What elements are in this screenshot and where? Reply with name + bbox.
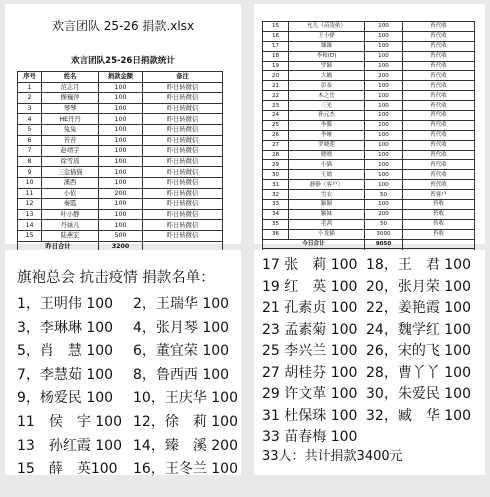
table-row <box>18 135 223 146</box>
table-row <box>263 31 475 41</box>
list-item: 23 孟素菊 100 <box>262 321 358 338</box>
donation-list-left <box>5 250 241 478</box>
sheet-title: 欢言团队25-26日捐款统计 <box>71 56 175 66</box>
table-row <box>18 82 223 93</box>
table-cell: 100 <box>365 160 403 170</box>
donation-list-right <box>254 250 485 475</box>
table-row <box>263 150 475 160</box>
table-row <box>263 140 475 150</box>
table-row <box>18 199 223 210</box>
table-cell: 8 <box>18 156 42 167</box>
donation-table <box>17 71 223 252</box>
table-row <box>263 229 475 239</box>
table-cell: 小依 <box>42 188 99 199</box>
table-cell: 100 <box>99 82 143 93</box>
table-cell: 23 <box>263 101 289 111</box>
list-item: 16，王冬兰 100 <box>133 461 238 478</box>
table-cell: 100 <box>365 170 403 180</box>
table-cell: 100 <box>99 220 143 231</box>
table-cell: 雪衣 <box>289 190 365 200</box>
table-cell: 昨日转微信 <box>143 199 223 210</box>
table-row <box>263 111 475 121</box>
table-cell: 苔代收 <box>403 41 475 51</box>
list-item: 2，王瑞华 100 <box>133 296 230 312</box>
table-cell: 苔代收 <box>403 130 475 140</box>
table-cell: 苔客户 <box>403 190 475 200</box>
table-cell: 臻臻 <box>289 41 365 51</box>
table-cell: 昨日转微信 <box>143 103 223 114</box>
today-total-row <box>263 239 475 249</box>
table-cell: 毛茜 <box>289 219 365 229</box>
table-row <box>263 81 475 91</box>
table-cell: 苔代收 <box>403 101 475 111</box>
table-cell: 14 <box>18 220 42 231</box>
table-cell: 100 <box>99 146 143 157</box>
list-item: 19 红 英 100 <box>262 278 358 295</box>
table-row <box>263 170 475 180</box>
table-cell: 50 <box>365 219 403 229</box>
table-cell: 溪西 <box>42 177 99 188</box>
list-item: 25 李兴兰 100 <box>262 343 358 359</box>
table-cell: 33 <box>263 200 289 210</box>
table-cell: 苔代收 <box>403 91 475 101</box>
table-cell: 25 <box>263 120 289 130</box>
table-cell: 罗颖 <box>289 61 365 71</box>
header-cell: 备注 <box>143 72 223 83</box>
list-item: 15 薛 英100 <box>17 461 118 478</box>
table-cell: 苔代收 <box>403 111 475 121</box>
table-cell: 李朦 <box>289 120 365 130</box>
table-cell: 苔收 <box>403 209 475 219</box>
table-cell: 小猫 <box>289 160 365 170</box>
table-cell: 苔代收 <box>403 22 475 32</box>
table-cell: 徐雪瑶 <box>42 156 99 167</box>
table-cell: 100 <box>365 51 403 61</box>
table-cell: 昨日转微信 <box>143 82 223 93</box>
table-cell: 苔代收 <box>403 61 475 71</box>
table-cell: 32 <box>263 190 289 200</box>
table-cell: 赵靖宇 <box>42 146 99 157</box>
list-item: 17 张 莉 100 <box>262 257 358 273</box>
table-cell: 34 <box>263 209 289 219</box>
table-cell: 100 <box>99 114 143 125</box>
table-cell: 苔代收 <box>403 120 475 130</box>
table-cell: 50 <box>365 190 403 200</box>
list-item: 24，魏学红 100 <box>366 321 471 338</box>
table-cell: 28 <box>263 150 289 160</box>
table-cell: 20 <box>263 71 289 81</box>
table-cell: 苔收 <box>403 229 475 239</box>
table-row <box>18 146 223 157</box>
table-cell: 昨日转微信 <box>143 209 223 220</box>
table-cell: 1 <box>18 82 42 93</box>
table-cell: 3000 <box>365 229 403 239</box>
table-cell: 昨日转微信 <box>143 124 223 135</box>
table-cell: 苔代收 <box>403 51 475 61</box>
table-cell: 100 <box>99 93 143 104</box>
table-row <box>263 51 475 61</box>
table-cell: 6 <box>18 135 42 146</box>
table-cell: 100 <box>365 130 403 140</box>
table-header-row <box>18 72 223 83</box>
table-cell: 100 <box>99 199 143 210</box>
list-item: 9，杨爱民 100 <box>17 390 114 407</box>
donation-summary: 33人：共计捐款3400元 <box>262 449 403 464</box>
table-cell: 苔代收 <box>403 160 475 170</box>
table-cell: 17 <box>263 41 289 51</box>
table-cell: 13 <box>18 209 42 220</box>
table-cell: 昨日转微信 <box>143 93 223 104</box>
table-cell: 苔苔 <box>42 135 99 146</box>
table-cell: 16 <box>263 31 289 41</box>
table-cell: 2 <box>18 93 42 104</box>
table-cell: 5 <box>18 124 42 135</box>
table-cell: 100 <box>365 61 403 71</box>
table-row <box>263 91 475 101</box>
header-cell: 捐款金额 <box>99 72 143 83</box>
list-item: 26，宋的飞 100 <box>366 343 471 359</box>
table-cell: 苔代收 <box>403 180 475 190</box>
table-cell: 苔代收 <box>403 150 475 160</box>
table-cell: 100 <box>99 103 143 114</box>
table-row <box>18 156 223 167</box>
table-cell: 李娅 <box>289 130 365 140</box>
table-row <box>263 190 475 200</box>
table-cell: 颖妹 <box>289 209 365 219</box>
table-cell: 丹妹儿 <box>42 220 99 231</box>
total-value: 3200 <box>99 241 143 252</box>
list-item: 29 许文革 100 <box>262 386 358 402</box>
table-cell: 31 <box>263 180 289 190</box>
list-item: 18，王 君 100 <box>366 257 471 273</box>
table-row <box>263 101 475 111</box>
table-cell: 昨日转微信 <box>143 230 223 241</box>
table-cell: 昨日转微信 <box>143 135 223 146</box>
table-cell: 罗晓莲 <box>289 140 365 150</box>
table-cell: 晓晓 <box>289 150 365 160</box>
table-cell: 15 <box>263 22 289 32</box>
table-cell: 200 <box>99 188 143 199</box>
list-item: 21 孔素贞 100 <box>262 300 358 316</box>
table-cell: 静静（客户） <box>289 180 365 190</box>
table-row <box>18 103 223 114</box>
table-cell: 100 <box>365 101 403 111</box>
table-cell: 昨日转微信 <box>143 114 223 125</box>
list-item: 31 杜保珠 100 <box>262 407 358 424</box>
table-row <box>18 188 223 199</box>
table-cell: 苔代收 <box>403 81 475 91</box>
table-cell: 100 <box>99 135 143 146</box>
table-cell: 苔代收 <box>403 71 475 81</box>
table-cell: 500 <box>99 230 143 241</box>
table-cell: 100 <box>365 41 403 51</box>
table-cell: 李和(D) <box>289 51 365 61</box>
list-item: 28，曹丫丫 100 <box>366 364 471 381</box>
table-cell: 木之岳 <box>289 91 365 101</box>
table-cell: 18 <box>263 51 289 61</box>
table-cell: 三金猫猫 <box>42 167 99 178</box>
table-cell: 100 <box>365 31 403 41</box>
table-row <box>18 124 223 135</box>
list-item: 10，王庆华 100 <box>133 390 238 407</box>
table-row <box>263 130 475 140</box>
table-cell: 200 <box>365 71 403 81</box>
table-cell: 3 <box>18 103 42 114</box>
table-cell: 100 <box>365 140 403 150</box>
table-cell: 27 <box>263 140 289 150</box>
list-item: 32，臧 华 100 <box>366 407 471 424</box>
header-cell: 姓名 <box>42 72 99 83</box>
table-cell: 孙元杰 <box>289 111 365 121</box>
table-row <box>263 61 475 71</box>
list-item: 22，姜艳霞 100 <box>366 300 471 316</box>
table-cell: 昨日转微信 <box>143 177 223 188</box>
table-row <box>18 220 223 231</box>
table-cell: 琴琴 <box>42 103 99 114</box>
table-cell: 4 <box>18 114 42 125</box>
list-item: 11 侯 宇 100 <box>17 414 122 430</box>
table-cell: 100 <box>99 156 143 167</box>
list-item: 30，朱爱民 100 <box>366 386 471 402</box>
table-cell: 昨日转微信 <box>143 167 223 178</box>
table-cell: 昨日转微信 <box>143 188 223 199</box>
table-cell: HE丹丹 <box>42 114 99 125</box>
table-cell: 苔代收 <box>403 140 475 150</box>
table-cell: 100 <box>365 22 403 32</box>
table-cell: 15 <box>18 230 42 241</box>
today-total-label: 今日合计 <box>263 239 365 249</box>
table-cell: 200 <box>365 209 403 219</box>
table-row <box>18 230 223 241</box>
table-cell: 允儿（苗凌依） <box>289 22 365 32</box>
table-row <box>18 177 223 188</box>
table-cell: 29 <box>263 160 289 170</box>
table-cell: 10 <box>18 177 42 188</box>
table-row <box>18 209 223 220</box>
table-cell: 苔代收 <box>403 170 475 180</box>
table-cell: 100 <box>365 180 403 190</box>
table-cell: 小龙猫 <box>289 229 365 239</box>
table-row <box>263 71 475 81</box>
table-cell: 30 <box>263 170 289 180</box>
list-item: 12，徐 莉 100 <box>133 414 238 430</box>
file-title: 欢言团队 25-26 捐款.xlsx <box>51 19 195 33</box>
table-row <box>263 160 475 170</box>
table-cell: 昨日转微信 <box>143 146 223 157</box>
table-cell: 100 <box>365 200 403 210</box>
list-item: 7，李慧茹 100 <box>17 366 114 383</box>
table-cell: 19 <box>263 61 289 71</box>
header-cell: 序号 <box>18 72 42 83</box>
table-cell: 昨日转微信 <box>143 220 223 231</box>
spreadsheet-continued <box>254 4 485 248</box>
table-cell: 100 <box>365 91 403 101</box>
table-cell: 100 <box>365 150 403 160</box>
table-row <box>263 41 475 51</box>
list-item: 3，李琳琳 100 <box>17 319 114 336</box>
table-row <box>18 114 223 125</box>
list-item: 20，张月荣 100 <box>366 278 471 295</box>
table-cell: 26 <box>263 130 289 140</box>
table-cell: 秦霞 <box>42 199 99 210</box>
table-row <box>263 120 475 130</box>
list-item: 4，张月琴 100 <box>133 319 230 336</box>
table-cell: 12 <box>18 199 42 210</box>
table-row <box>18 93 223 104</box>
donation-table-continued <box>262 21 475 259</box>
table-cell: 陆燕宏 <box>42 230 99 241</box>
table-row <box>263 180 475 190</box>
donation-list-heading: 旗袍总会 抗击疫情 捐款名单： <box>17 270 215 286</box>
table-cell: 颖颖 <box>289 200 365 210</box>
table-cell: 三光 <box>289 101 365 111</box>
table-cell: 22 <box>263 91 289 101</box>
table-row <box>263 219 475 229</box>
today-total-value: 9050 <box>365 239 403 249</box>
list-item: 27 胡桂芬 100 <box>262 364 358 381</box>
table-cell: 大巅 <box>289 71 365 81</box>
list-item: 14，臻 溪 200 <box>133 437 238 454</box>
table-cell: 36 <box>263 229 289 239</box>
table-cell: 35 <box>263 219 289 229</box>
table-cell: 范志月 <box>42 82 99 93</box>
table-cell: 苔代收 <box>403 31 475 41</box>
table-row <box>18 167 223 178</box>
table-cell: 11 <box>18 188 42 199</box>
table-cell: 王小驿 <box>289 31 365 41</box>
table-cell: 100 <box>365 81 403 91</box>
table-cell: 100 <box>99 167 143 178</box>
list-item: 33 苗春梅 100 <box>262 429 358 445</box>
table-cell: 9 <box>18 167 42 178</box>
table-cell: 100 <box>99 124 143 135</box>
table-row <box>263 209 475 219</box>
table-cell: 苔收 <box>403 219 475 229</box>
list-item: 5，肖 慧 100 <box>17 343 114 360</box>
spreadsheet-preview <box>5 4 241 250</box>
table-cell: 操巍萍 <box>42 93 99 104</box>
list-item: 8，鲁西西 100 <box>133 366 230 383</box>
table-cell: 彭泰 <box>289 81 365 91</box>
table-cell: 王嫣 <box>289 170 365 180</box>
list-item: 1，王明伟 100 <box>17 296 114 312</box>
total-label: 昨日合计 <box>18 241 99 252</box>
table-cell: 100 <box>365 111 403 121</box>
table-cell: 7 <box>18 146 42 157</box>
table-cell: 100 <box>365 120 403 130</box>
table-cell: 叶小静 <box>42 209 99 220</box>
table-cell: 兔兔 <box>42 124 99 135</box>
list-item: 13 孙红霞 100 <box>17 437 122 454</box>
table-row <box>263 200 475 210</box>
table-row <box>263 22 475 32</box>
table-cell: 100 <box>99 209 143 220</box>
list-item: 6，董宜荣 100 <box>133 343 230 360</box>
table-cell: 昨日转微信 <box>143 156 223 167</box>
table-cell <box>403 239 475 249</box>
table-cell: 21 <box>263 81 289 91</box>
table-cell: 24 <box>263 111 289 121</box>
table-cell: 苔收 <box>403 200 475 210</box>
table-cell: 100 <box>99 177 143 188</box>
